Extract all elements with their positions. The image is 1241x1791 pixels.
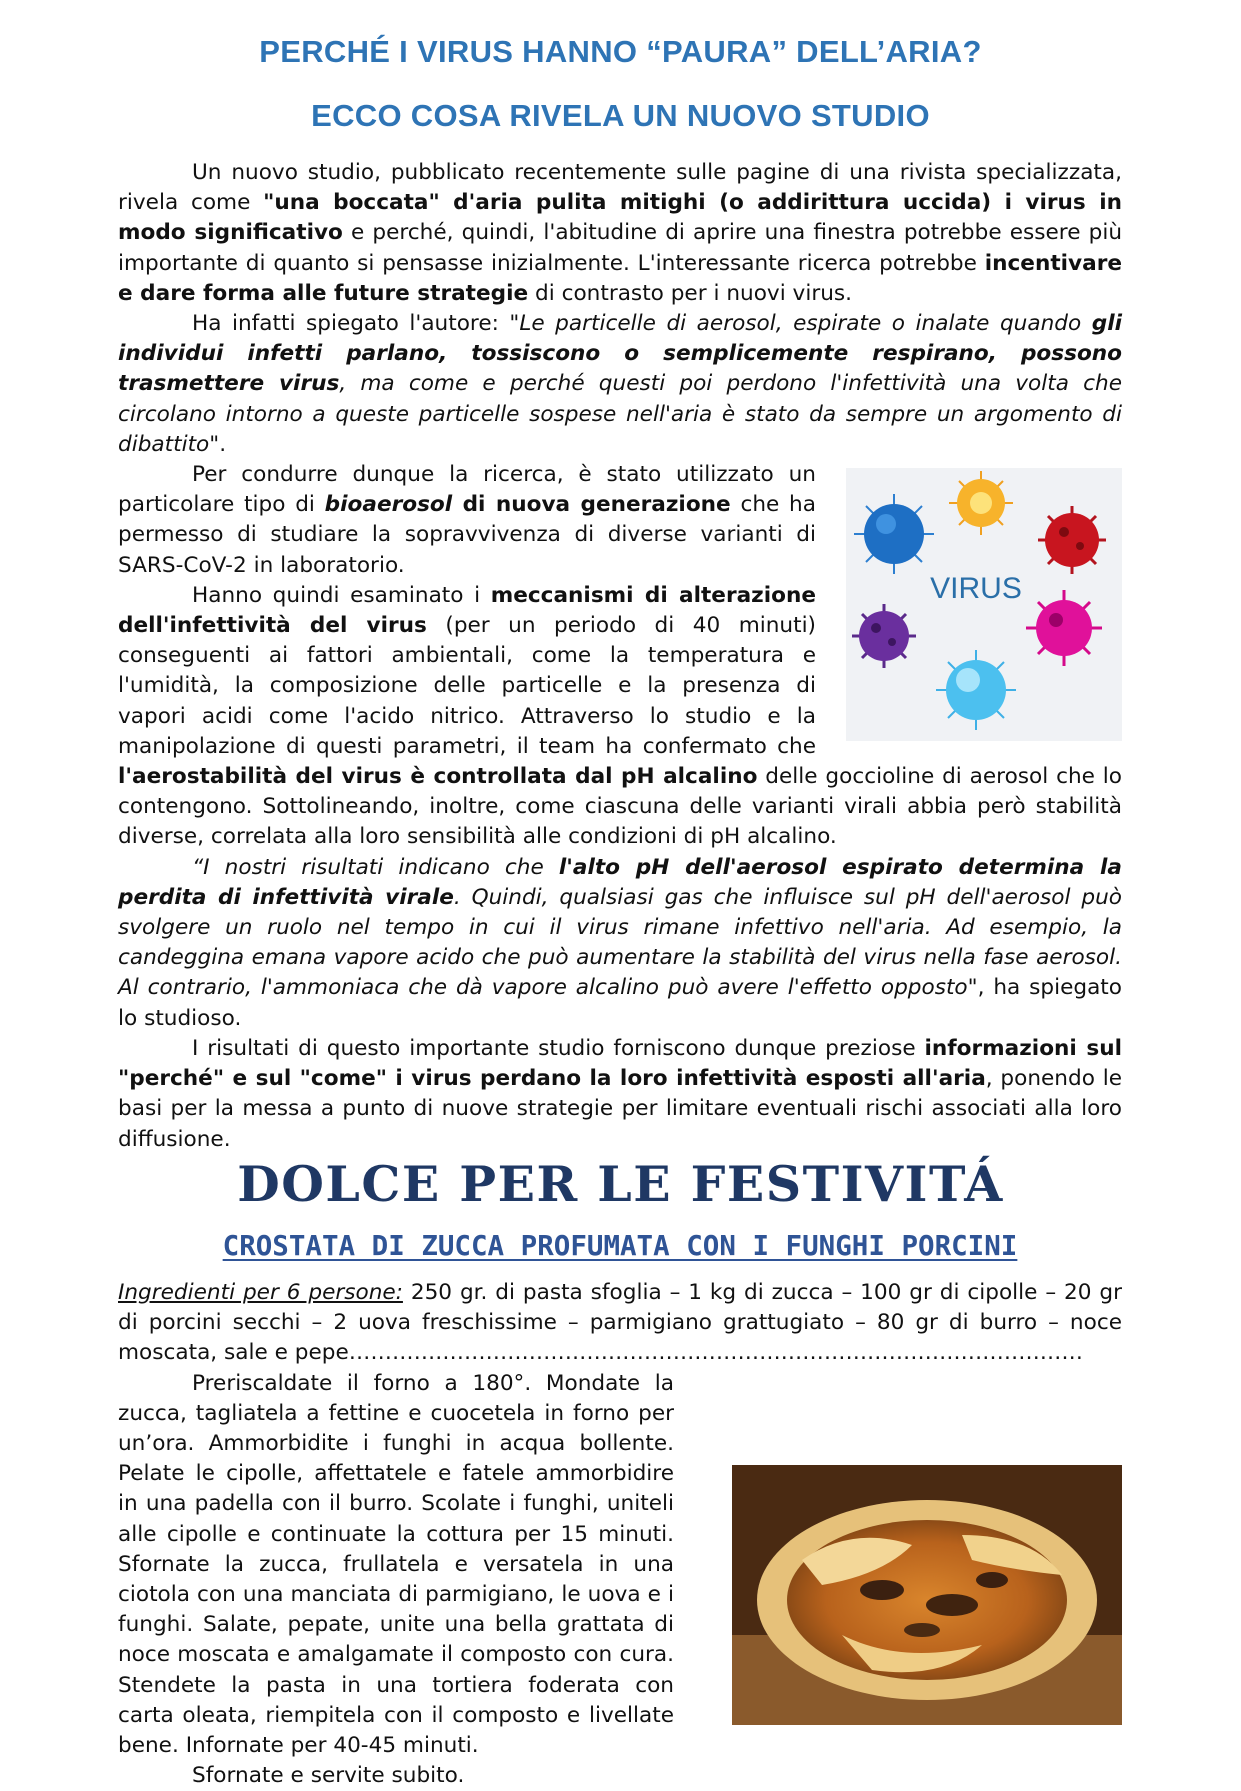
text: Ha infatti spiegato l'autore: — [192, 311, 510, 337]
bold-text: informazioni sul "perché" e sul "come" i virus perdano la loro infettività esposti all'aria — [118, 1035, 1123, 1092]
article-paragraph-1 — [118, 158, 1122, 309]
article-title-line-2: ECCO COSA RIVELA UN NUOVO STUDIO — [311, 98, 930, 133]
italic-quote: , ma come e perché questi poi perdono l'infettività una volta che circolano intorno a queste particelle sospese nell'aria è stato da sempre un argomento di dibattito" — [118, 371, 1123, 457]
text: . — [219, 431, 227, 457]
blue-virus-icon — [854, 494, 934, 574]
article-paragraph-5 — [118, 853, 1122, 1034]
virus-image — [846, 468, 1122, 741]
method-text: Preriscaldate il forno a 180°. Mondate la zucca, tagliatela a fettine e cuocetela in forno per un’ora. Ammorbidite i funghi in acqua bollente. Pelate le cipolle, affettatele e fatele ammorbidire in una padella con il burro. Scolate i funghi, uniteli alle cipolle e continuate la cottura per 15 minuti. Sfornate la zucca, frullatela e versatela in una ciotola con una manciata di parmigiano, le uova e i funghi. Salate, pepate, unite una bella grattata di noce moscata e amalgamate il composto con cura. Stendete la pasta in una tortiera foderata con carta oleata, riempitela con il composto e livellate bene. Infornate per 40-45 minuti. — [118, 1370, 674, 1759]
recipe-section-title: DOLCE PER LE FESTIVITÁ — [237, 1155, 1004, 1213]
text: , ha spiegato lo studioso. — [118, 975, 1122, 1031]
bold-text: di nuova generazione — [452, 492, 731, 518]
text: (per un periodo di 40 minuti) conseguenti ai fattori ambientali, come la temperatura e l'umidità, la composizione delle particelle e la presenza di vapori acidi come l'acido nitrico. Attraverso lo studio e la manipolazione di questi parametri, il team ha confermato che — [118, 613, 816, 759]
tart-image — [732, 1465, 1122, 1725]
recipe-subtitle: CROSTATA DI ZUCCA PROFUMATA CON I FUNGHI PORCINI — [222, 1230, 1018, 1262]
italic-quote: . Quindi, qualsiasi gas che influisce sul pH dell'aerosol può svolgere un ruolo nel tempo in cui il virus rimane infettivo nell'aria. Ad esempio, la candeggina emana vapore acido che può aumentare la stabilità del virus nella fase aerosol. Al contrario, l'ammoniaca che dà vapore alcalino può avere l'effetto opposto" — [118, 884, 1122, 1001]
text: Hanno quindi esaminato i — [192, 582, 491, 608]
ingredients-label: Ingredienti per 6 persone: — [118, 1280, 403, 1305]
article-paragraph-2 — [118, 309, 1122, 460]
recipe-ingredients — [118, 1278, 1122, 1369]
cyan-virus-icon — [936, 650, 1016, 730]
text: delle goccioline di aerosol che lo contengono. Sottolineando, inoltre, come ciascuna delle varianti virali abbia però stabilità diverse, correlata alla loro sensibilità alle condizioni di pH alcalino. — [118, 764, 1122, 850]
recipe-body — [118, 1278, 1122, 1791]
recipe-serve — [118, 1761, 1122, 1791]
text: e perché, quindi, l'abitudine di aprire una finestra potrebbe essere più importante di quanto si pensasse inizialmente. L'interessante ricerca potrebbe — [118, 220, 1122, 276]
article-paragraph-6 — [118, 1034, 1122, 1155]
bold-italic-text: gli individui infetti parlano, tossiscono o semplicemente respirano, possono trasmettere virus — [118, 311, 1122, 397]
bold-italic-text: l'alto pH dell'aerosol espirato determina la perdita di infettività virale — [118, 854, 1122, 910]
article-body — [118, 158, 1122, 1155]
italic-quote: “I nostri risultati indicano che — [192, 854, 559, 880]
italic-quote: "Le particelle di aerosol, espirate o inalate quando — [509, 311, 1092, 337]
bold-text: incentivare e dare forma alle future strategie — [118, 250, 1122, 306]
text: di contrasto per i nuovi virus. — [528, 280, 853, 306]
text: Per condurre dunque la ricerca, è stato utilizzato un particolare tipo di — [118, 462, 816, 518]
virus-label: VIRUS — [930, 572, 1022, 606]
bold-text: "una boccata" d'aria pulita mitighi (o addirittura uccida) i virus in modo significativo — [118, 190, 1122, 246]
text: , ponendo le basi per la messa a punto di nuove strategie per limitare eventuali rischi associati alla loro diffusione. — [118, 1066, 1122, 1152]
text: Un nuovo studio, pubblicato recentemente sulle pagine di una rivista specializzata, rivela come — [118, 160, 1122, 216]
tart-figure — [704, 1459, 1122, 1734]
bold-italic-text: bioaerosol — [324, 492, 453, 518]
article-title-line-1: PERCHÉ I VIRUS HANNO “PAURA” DELL’ARIA? — [259, 34, 982, 69]
virus-figure — [846, 460, 1122, 750]
red-virus-icon — [1038, 506, 1106, 574]
ingredients-text: 250 gr. di pasta sfoglia – 1 kg di zucca – 100 gr di cipolle – 20 gr di porcini secchi – 2 uova freschissime – parmigiano grattugiato – 80 gr di burro – noce moscata, sale e pepe………………………………………………………………………………………… — [118, 1280, 1122, 1366]
text: I risultati di questo importante studio forniscono dunque preziose — [192, 1035, 925, 1061]
bold-text: l'aerostabilità del virus è controllata dal pH alcalino — [118, 764, 758, 790]
serve-text: Sfornate e servite subito. — [192, 1763, 465, 1789]
text: che ha permesso di studiare la sopravvivenza di diverse varianti di SARS-CoV-2 in laboratorio. — [118, 492, 816, 578]
bold-text: meccanismi di alterazione dell'infettività del virus — [118, 582, 816, 639]
